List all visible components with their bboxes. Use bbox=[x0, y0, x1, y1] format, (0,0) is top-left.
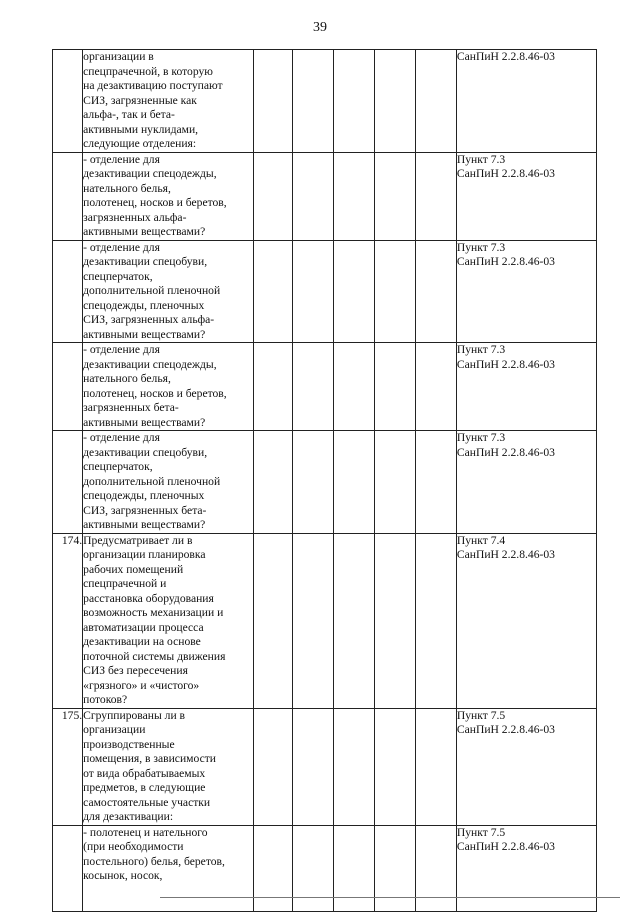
question-line: загрязненных бета- bbox=[83, 401, 179, 414]
answer-cell bbox=[375, 152, 416, 240]
table-row bbox=[53, 240, 597, 343]
question-line: дезактивации на основе bbox=[83, 635, 201, 648]
question-cell bbox=[83, 533, 254, 708]
reference-line: СанПиН 2.2.8.46-03 bbox=[456, 445, 555, 459]
answer-cell bbox=[334, 50, 375, 153]
reference-line: СанПиН 2.2.8.46-03 bbox=[456, 255, 555, 268]
question-line: нательного белья, bbox=[83, 372, 171, 385]
question-line: на дезактивацию поступают bbox=[83, 79, 223, 92]
item-number bbox=[53, 825, 83, 911]
reference-cell bbox=[456, 533, 596, 708]
answer-cell bbox=[334, 343, 375, 431]
question-line: - отделение для bbox=[83, 152, 160, 166]
item-number: 175. bbox=[53, 708, 83, 825]
question-line: активными веществами? bbox=[83, 415, 206, 429]
reference-line: Пункт 7.3 bbox=[456, 343, 506, 356]
answer-cell bbox=[254, 343, 293, 431]
item-number bbox=[53, 431, 83, 534]
answer-cell bbox=[334, 152, 375, 240]
answer-cell bbox=[254, 533, 293, 708]
answer-cell bbox=[375, 240, 416, 343]
question-line: - полотенец и нательного bbox=[83, 825, 208, 839]
question-line: «грязного» и «чистого» bbox=[83, 678, 200, 692]
question-line: постельного) белья, беретов, bbox=[83, 854, 225, 868]
answer-cell bbox=[254, 152, 293, 240]
question-line: нательного белья, bbox=[83, 181, 171, 195]
question-cell bbox=[83, 343, 254, 431]
answer-cell bbox=[415, 50, 456, 153]
question-line: следующие отделения: bbox=[83, 137, 197, 150]
reference-line: Пункт 7.3 bbox=[456, 152, 506, 166]
answer-cell bbox=[415, 533, 456, 708]
answer-cell bbox=[254, 825, 293, 911]
reference-line: Пункт 7.3 bbox=[456, 431, 506, 444]
question-line: самостоятельные участки bbox=[83, 795, 211, 809]
reference-cell bbox=[456, 431, 596, 534]
question-line: спецпрачечной, в которую bbox=[83, 64, 213, 78]
question-line: дополнительной пленочной bbox=[83, 284, 221, 297]
question-line: организации в bbox=[83, 50, 154, 63]
reference-cell bbox=[456, 825, 596, 911]
question-line: предметов, в следующие bbox=[83, 781, 206, 794]
reference-cell bbox=[456, 50, 596, 153]
question-line: расстановка оборудования bbox=[83, 591, 214, 605]
question-line: дополнительной пленочной bbox=[83, 474, 221, 488]
question-line: дезактивации спецодежды, bbox=[83, 167, 217, 180]
answer-cell bbox=[293, 533, 334, 708]
item-number bbox=[53, 343, 83, 431]
reference-line: Пункт 7.4 bbox=[456, 533, 506, 547]
reference-cell bbox=[456, 152, 596, 240]
reference-line: СанПиН 2.2.8.46-03 bbox=[456, 167, 555, 180]
answer-cell bbox=[375, 431, 416, 534]
item-number: 174. bbox=[53, 533, 83, 708]
question-line: организации bbox=[83, 723, 146, 736]
answer-cell bbox=[334, 533, 375, 708]
question-line: СИЗ, загрязненные как bbox=[83, 93, 197, 107]
table-row bbox=[53, 533, 597, 708]
answer-cell bbox=[293, 825, 334, 911]
answer-cell bbox=[415, 343, 456, 431]
page-number: 39 bbox=[313, 20, 327, 35]
question-line: дезактивации спецодежды, bbox=[83, 357, 217, 371]
reference-line: Пункт 7.5 bbox=[456, 708, 506, 722]
question-line: косынок, носок, bbox=[83, 869, 163, 882]
reference-cell bbox=[456, 343, 596, 431]
question-cell bbox=[83, 240, 254, 343]
question-cell bbox=[83, 50, 254, 153]
table-row bbox=[53, 50, 597, 153]
question-line: - отделение для bbox=[83, 343, 160, 356]
answer-cell bbox=[334, 825, 375, 911]
reference-line: СанПиН 2.2.8.46-03 bbox=[456, 50, 555, 63]
answer-cell bbox=[375, 708, 416, 825]
question-line: загрязненных альфа- bbox=[83, 210, 187, 224]
question-line: СИЗ, загрязненных альфа- bbox=[83, 313, 215, 326]
answer-cell bbox=[293, 50, 334, 153]
question-line: Сгруппированы ли в bbox=[83, 708, 186, 722]
question-line: от вида обрабатываемых bbox=[83, 766, 206, 780]
table-row bbox=[53, 343, 597, 431]
question-line: активными веществами? bbox=[83, 518, 206, 531]
question-line: организации планировка bbox=[83, 548, 206, 561]
table-row bbox=[53, 431, 597, 534]
answer-cell bbox=[375, 50, 416, 153]
answer-cell bbox=[254, 50, 293, 153]
question-line: Предусматривает ли в bbox=[83, 533, 193, 547]
answer-cell bbox=[415, 152, 456, 240]
reference-line: СанПиН 2.2.8.46-03 bbox=[456, 357, 555, 371]
checklist-table bbox=[52, 49, 597, 912]
reference-cell bbox=[456, 708, 596, 825]
answer-cell bbox=[415, 240, 456, 343]
answer-cell bbox=[375, 343, 416, 431]
question-line: полотенец, носков и беретов, bbox=[83, 386, 227, 400]
reference-cell bbox=[456, 240, 596, 343]
question-line: СИЗ, загрязненных бета- bbox=[83, 503, 207, 517]
table-row bbox=[53, 825, 597, 911]
answer-cell bbox=[254, 708, 293, 825]
question-line: (при необходимости bbox=[83, 840, 184, 853]
question-line: потоков? bbox=[83, 693, 128, 706]
answer-cell bbox=[415, 431, 456, 534]
question-line: помещения, в зависимости bbox=[83, 752, 216, 765]
answer-cell bbox=[415, 825, 456, 911]
item-number bbox=[53, 152, 83, 240]
table-row bbox=[53, 152, 597, 240]
question-line: спецперчаток, bbox=[83, 460, 153, 473]
question-line: - отделение для bbox=[83, 240, 160, 254]
question-line: дезактивации спецобуви, bbox=[83, 255, 208, 268]
answer-cell bbox=[293, 343, 334, 431]
reference-line: СанПиН 2.2.8.46-03 bbox=[456, 548, 555, 561]
reference-line: Пункт 7.3 bbox=[456, 240, 506, 254]
answer-cell bbox=[375, 825, 416, 911]
reference-line: Пункт 7.5 bbox=[456, 825, 506, 839]
reference-line: СанПиН 2.2.8.46-03 bbox=[456, 723, 555, 736]
bottom-edge-line bbox=[160, 897, 620, 898]
question-line: автоматизации процесса bbox=[83, 620, 204, 634]
question-line: возможность механизации и bbox=[83, 606, 224, 619]
answer-cell bbox=[334, 431, 375, 534]
answer-cell bbox=[293, 708, 334, 825]
question-line: СИЗ без пересечения bbox=[83, 664, 188, 677]
question-cell bbox=[83, 825, 254, 911]
item-number bbox=[53, 240, 83, 343]
question-line: активными веществами? bbox=[83, 225, 206, 238]
answer-cell bbox=[293, 240, 334, 343]
question-line: активными нуклидами, bbox=[83, 122, 199, 136]
answer-cell bbox=[254, 240, 293, 343]
item-number bbox=[53, 50, 83, 153]
question-line: полотенец, носков и беретов, bbox=[83, 196, 227, 209]
question-line: производственные bbox=[83, 737, 175, 751]
answer-cell bbox=[293, 431, 334, 534]
question-line: рабочих помещений bbox=[83, 562, 184, 576]
answer-cell bbox=[415, 708, 456, 825]
answer-cell bbox=[334, 240, 375, 343]
question-line: дезактивации спецобуви, bbox=[83, 445, 208, 459]
question-line: спецперчаток, bbox=[83, 269, 153, 283]
question-line: спецодежды, пленочных bbox=[83, 489, 205, 502]
answer-cell bbox=[254, 431, 293, 534]
question-line: поточной системы движения bbox=[83, 649, 226, 663]
table-row bbox=[53, 708, 597, 825]
question-cell bbox=[83, 708, 254, 825]
question-cell bbox=[83, 431, 254, 534]
question-line: активными веществами? bbox=[83, 327, 206, 341]
answer-cell bbox=[334, 708, 375, 825]
question-line: альфа-, так и бета- bbox=[83, 108, 175, 121]
answer-cell bbox=[375, 533, 416, 708]
reference-line: СанПиН 2.2.8.46-03 bbox=[456, 840, 555, 853]
question-line: спецодежды, пленочных bbox=[83, 298, 205, 312]
question-cell bbox=[83, 152, 254, 240]
question-line: спецпрачечной и bbox=[83, 577, 167, 590]
question-line: - отделение для bbox=[83, 431, 160, 444]
question-line: для дезактивации: bbox=[83, 810, 174, 823]
answer-cell bbox=[293, 152, 334, 240]
